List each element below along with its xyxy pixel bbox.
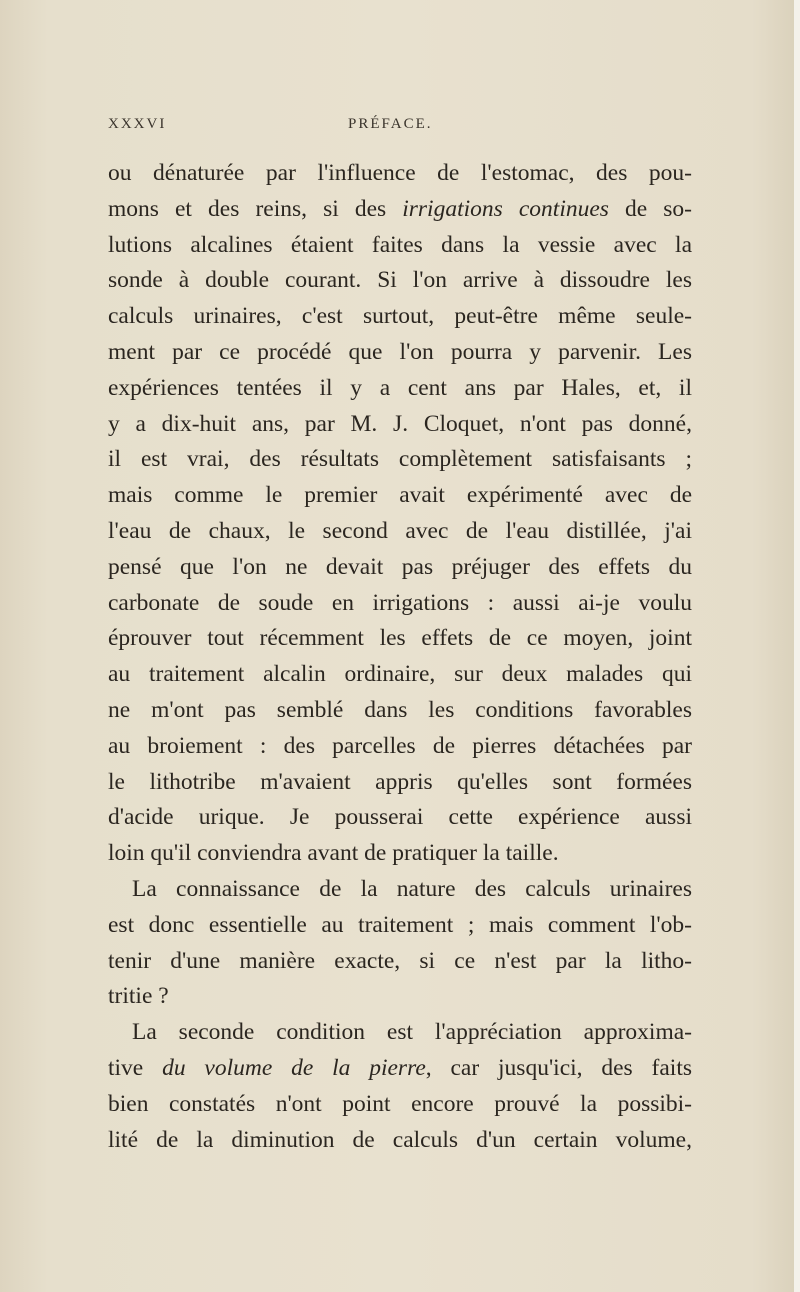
italic-segment: du volume de la pierre (162, 1054, 426, 1081)
text-segment: mais comme le premier avait expérimenté avec de (108, 482, 692, 509)
running-title: PRÉFACE. (348, 116, 433, 132)
text-line (108, 836, 692, 872)
text-line (108, 407, 692, 443)
text-line (108, 514, 692, 550)
text-line (108, 263, 692, 299)
text-line (108, 442, 692, 478)
text-line (108, 657, 692, 693)
page-edge (794, 0, 800, 1292)
text-segment: lité de la diminution de calculs d'un certain volume, (108, 1126, 692, 1153)
text-line (108, 1051, 692, 1087)
text-line (108, 371, 692, 407)
text-segment: ou dénaturée par l'influence de l'estomac, des pou- (108, 160, 692, 186)
text-segment: y a dix-huit ans, par M. J. Cloquet, n'ont pas donné, (108, 410, 692, 437)
text-segment: de so- (608, 195, 692, 222)
text-segment: au broiement : des parcelles de pierres détachées par (108, 732, 692, 759)
text-segment: expériences tentées il y a cent ans par Hales, et, il (108, 374, 692, 401)
text-segment: pensé que l'on ne devait pas préjuger des effets du (108, 553, 692, 580)
text-line (108, 192, 692, 228)
text-segment: tritie ? (108, 983, 169, 1010)
text-line (108, 156, 692, 192)
text-line (108, 1015, 692, 1051)
text-segment: le lithotribe m'avaient appris qu'elles sont formées (108, 768, 692, 795)
page-header (108, 116, 688, 140)
text-line (108, 478, 692, 514)
text-segment: ment par ce procédé que l'on pourra y parvenir. Les (108, 338, 692, 365)
text-line (108, 693, 692, 729)
body-text (108, 156, 692, 1158)
text-segment: tenir d'une manière exacte, si ce n'est par la litho- (108, 947, 692, 974)
text-segment: au traitement alcalin ordinaire, sur deux malades qui (108, 661, 692, 688)
text-segment: bien constatés n'ont point encore prouvé la possibi- (108, 1090, 692, 1117)
text-segment: lutions alcalines étaient faites dans la vessie avec la (108, 231, 692, 258)
text-line (108, 729, 692, 765)
text-line (108, 1087, 692, 1123)
text-segment: La seconde condition est l'appréciation approxima- (132, 1019, 692, 1046)
text-segment: il est vrai, des résultats complètement satisfaisants ; (108, 446, 692, 473)
text-line (108, 765, 692, 801)
text-segment: loin qu'il conviendra avant de pratiquer la taille. (108, 840, 559, 867)
text-segment: est donc essentielle au traitement ; mais comment l'ob- (108, 911, 692, 938)
text-segment: sonde à double courant. Si l'on arrive à dissoudre les (108, 267, 692, 294)
text-line (108, 944, 692, 980)
text-segment: éprouver tout récemment les effets de ce moyen, joint (108, 625, 692, 652)
text-line (108, 872, 692, 908)
text-line (108, 228, 692, 264)
text-line (108, 800, 692, 836)
text-segment: carbonate de soude en irrigations : aussi ai-je voulu (108, 589, 692, 616)
text-segment: l'eau de chaux, le second avec de l'eau distillée, j'ai (108, 517, 692, 544)
text-segment: mons et des reins, si des (108, 195, 403, 222)
text-segment: La connaissance de la nature des calculs urinaires (132, 875, 692, 902)
text-segment: d'acide urique. Je pousserai cette expérience aussi (108, 804, 692, 831)
text-segment: calculs urinaires, c'est surtout, peut-être même seule- (108, 303, 692, 330)
text-segment: tive (108, 1054, 163, 1081)
text-line (108, 550, 692, 586)
page-number: XXXVI (108, 116, 167, 132)
italic-segment: irrigations continues (402, 195, 609, 222)
text-line (108, 299, 692, 335)
text-line (108, 621, 692, 657)
text-line (108, 908, 692, 944)
text-line (108, 335, 692, 371)
text-line (108, 1123, 692, 1159)
text-line (108, 586, 692, 622)
text-segment: , car jusqu'ici, des faits (425, 1054, 692, 1081)
text-line (108, 979, 692, 1015)
text-segment: ne m'ont pas semblé dans les conditions favorables (108, 696, 692, 723)
